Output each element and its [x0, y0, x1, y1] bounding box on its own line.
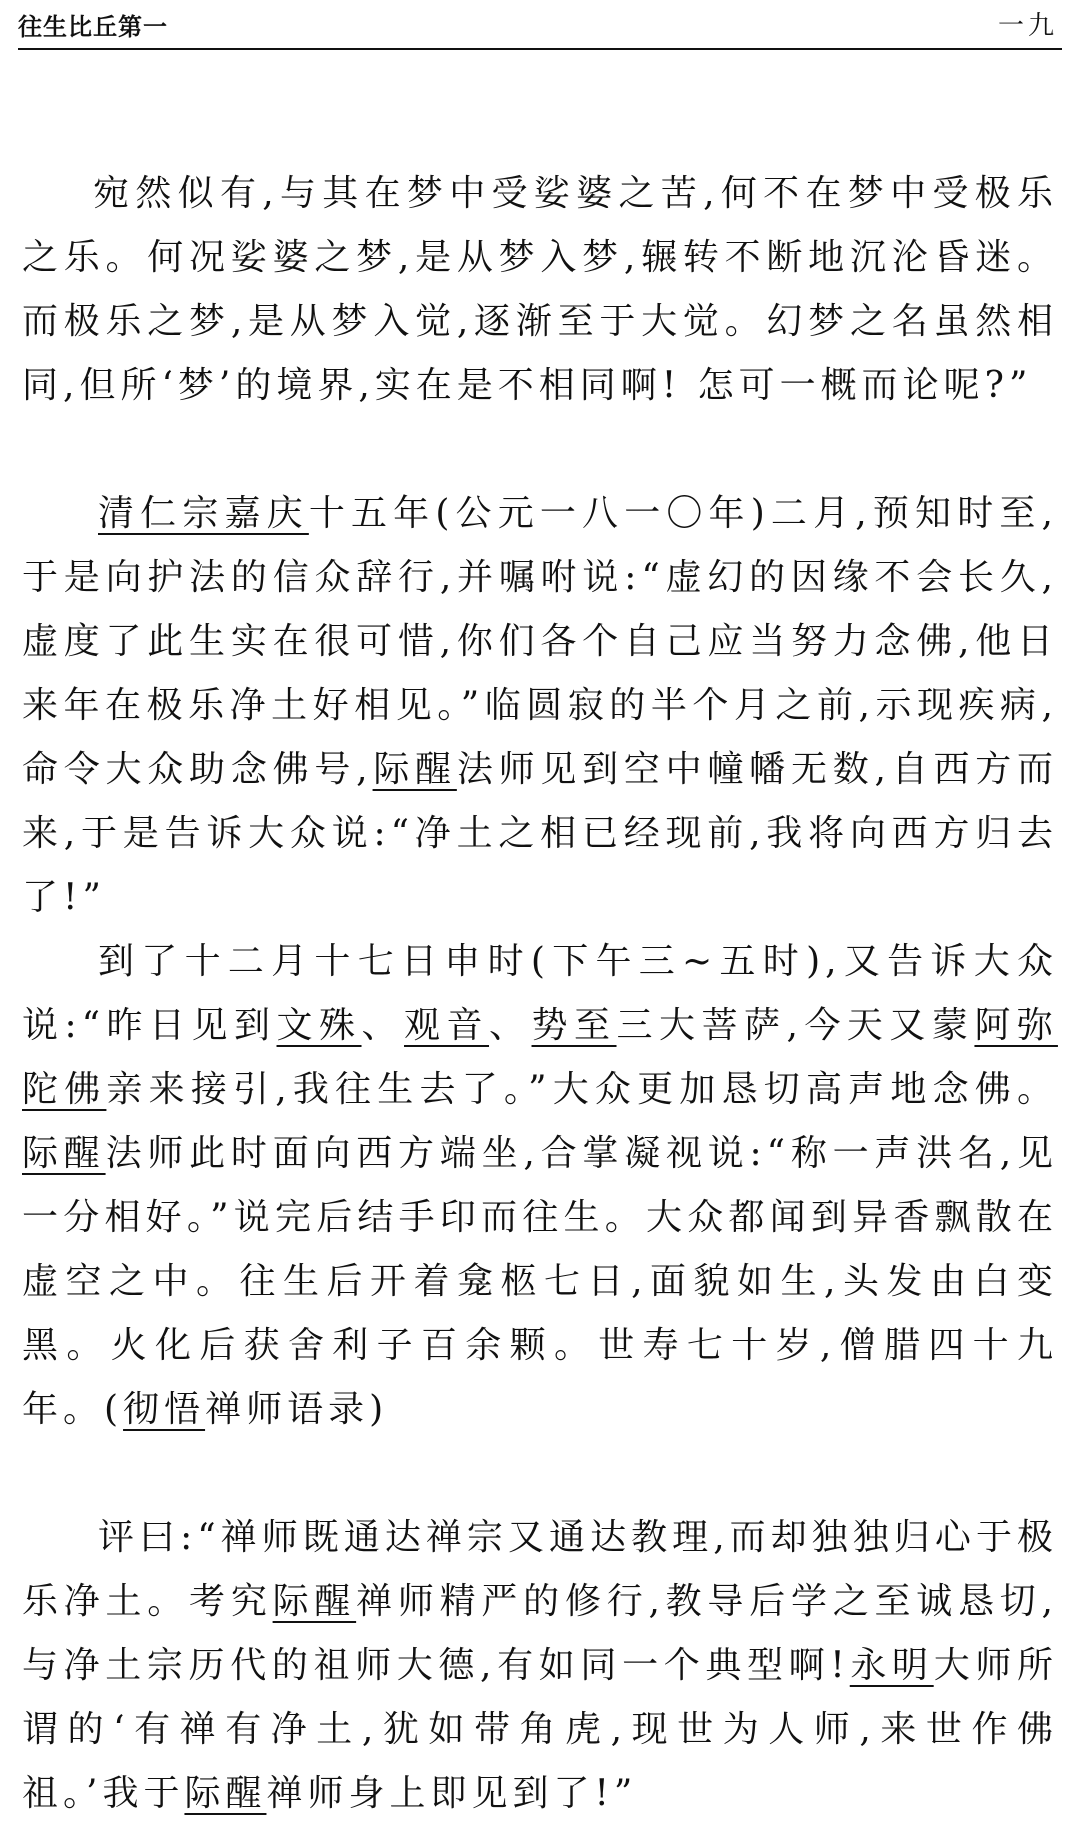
text-segment: 际醒 — [184, 1773, 267, 1814]
text-segment: 际醒 — [272, 1581, 357, 1622]
text-segment: 际醒 — [22, 1133, 106, 1174]
text-segment: 阿弥陀佛 — [22, 1005, 1058, 1110]
text-segment: 法师此时面向西方端坐,合掌凝视说:“称一声洪名,见一分相好。”说完后结手印而往生。大众都闻到异香飘散在虚空之中。往生后开着龛柩七日,面貌如生,头发由白变黑。火化后获舍利子百余颗。世寿七十岁,僧腊四十九年。( — [22, 1133, 1058, 1430]
paragraph-3 — [22, 930, 1058, 1442]
paragraph-spacer — [22, 1442, 1058, 1506]
text-segment: 禅师身上即见到了!” — [266, 1773, 638, 1814]
paragraph-2 — [22, 482, 1058, 930]
text-segment: 三大菩萨,今天又蒙 — [616, 1005, 975, 1046]
text-segment: 十五年(公元一八一〇年)二月,预知时至,于是向护法的信众辞行,并嘱咐说:“虚幻的因缘不会长久,虚度了此生实在很可惜,你们各个自己应当努力念佛,他日来年在极乐净土好相见。”临圆寂的半个月之前,示现疾病,命令大众助念佛号, — [22, 493, 1058, 790]
page-number: 一九 — [997, 11, 1058, 41]
text-segment: 观音 — [404, 1005, 490, 1046]
text-segment: 、 — [489, 1005, 532, 1046]
text-segment: 势至 — [531, 1005, 617, 1046]
text-segment: 永明 — [849, 1645, 934, 1686]
text-segment: 评曰:“禅师既通达禅宗又通达教理,而却独独归心于极乐净土。考究 — [22, 1517, 1058, 1622]
text-segment: 嘉庆 — [224, 493, 309, 534]
text-segment: 禅师语录) — [205, 1389, 389, 1430]
running-header — [18, 8, 1062, 50]
text-segment: 际醒 — [372, 749, 457, 790]
chapter-title: 往生比丘第一 — [18, 13, 168, 41]
text-segment: 、 — [361, 1005, 405, 1046]
body-text — [22, 98, 1058, 1826]
text-segment: 大师所谓的‘有禅有净土,犹如带角虎,现世为人师,来世作佛祖。’我于 — [22, 1645, 1058, 1814]
text-segment: 彻悟 — [123, 1389, 206, 1430]
text-segment: 亲来接引,我往生去了。”大众更加恳切高声地念佛。 — [106, 1069, 1058, 1110]
text-segment: 文殊 — [276, 1005, 362, 1046]
text-segment: 清仁宗 — [98, 493, 225, 534]
paragraph-1 — [22, 98, 1058, 482]
paragraph-4-commentary — [22, 1506, 1058, 1826]
text-segment: 到了十二月十七日申时(下午三~五时),又告诉大众说:“昨日见到 — [22, 941, 1058, 1046]
text-segment: 禅师精严的修行,教导后学之至诚恳切,与净土宗历代的祖师大德,有如同一个典型啊! — [22, 1581, 1058, 1686]
text-segment: 法师见到空中幢幡无数,自西方而来,于是告诉大众说:“净土之相已经现前,我将向西方归去了!” — [22, 749, 1058, 918]
text-segment: 宛然似有,与其在梦中受娑婆之苦,何不在梦中受极乐之乐。何况娑婆之梦,是从梦入梦,辗转不断地沉沦昏迷。而极乐之梦,是从梦入觉,逐渐至于大觉。幻梦之名虽然相同,但所‘梦’的境界,实在是不相同啊! 怎可一概而论呢?” — [22, 173, 1058, 406]
